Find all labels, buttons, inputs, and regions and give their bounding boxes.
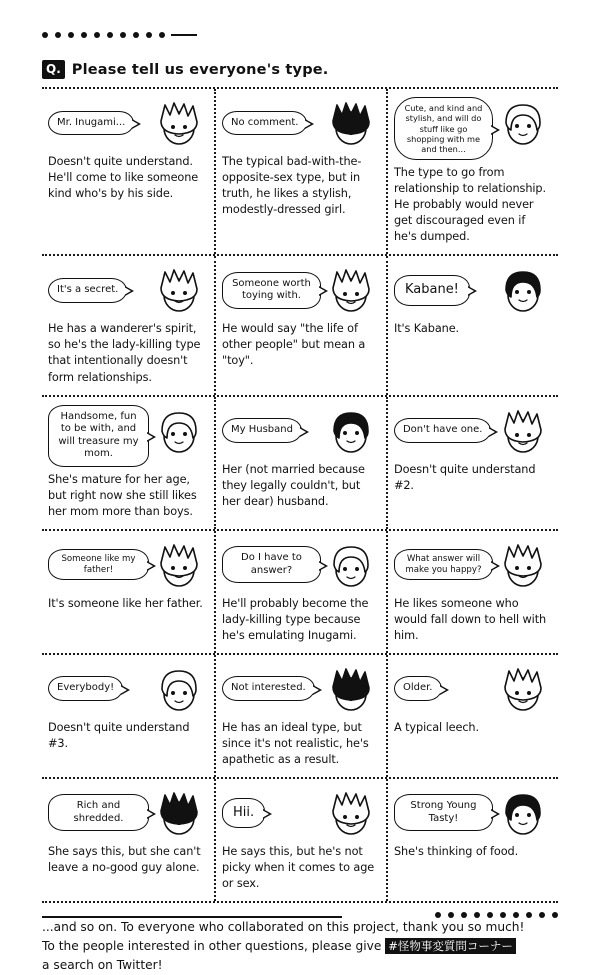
answer-text: He'll probably become the lady-killing type because he's emulating Inugami. [221,596,369,642]
answer-cell [386,531,558,653]
dot [94,32,100,38]
character-portrait [497,787,549,839]
answer-row [42,397,558,531]
answer-cell [214,397,386,529]
dot [526,912,532,918]
speech-bubble: Mr. Inugami... [48,111,134,136]
answer-text: Doesn't quite understand #3. [48,720,190,750]
character-portrait [153,787,205,839]
character-portrait [153,264,205,316]
question-badge: Q. [42,60,65,79]
character-portrait [497,97,549,149]
speech-bubble: Cute, and kind and stylish, and will do stuff like go shopping with me and then... [394,97,493,160]
character-header [222,97,377,149]
dot-group [42,32,165,38]
dot [68,32,74,38]
answer-text: It's Kabane. [393,322,460,336]
footer-line-3: a search on Twitter! [42,957,163,972]
answer-text: The type to go from relationship to relationship. He probably would never get discouraged even if he's dumped. [393,166,546,244]
answer-text: Doesn't quite understand #2. [393,462,536,492]
character-header [222,663,377,715]
speech-bubble: Handsome, fun to be with, and will treasure my mom. [48,405,149,467]
answer-text: Her (not married because they legally couldn't, but her dear) husband. [221,462,365,508]
character-header [222,405,377,457]
speech-bubble: My Husband [222,418,302,443]
character-header [48,97,205,149]
speech-bubble: Someone like my father! [48,549,149,580]
answers-grid [42,87,558,903]
answer-text: She's thinking of food. [393,844,519,858]
answer-row [42,256,558,396]
character-portrait [325,787,377,839]
footer [42,903,558,975]
answer-cell [214,655,386,777]
speech-bubble: No comment. [222,111,307,136]
speech-bubble: Not interested. [222,676,315,701]
dot [146,32,152,38]
question-header [42,60,558,79]
answer-cell [42,655,214,777]
character-header [394,787,549,839]
character-portrait [153,539,205,591]
answer-text: The typical bad-with-the-opposite-sex type, but in truth, he likes a stylish, modestly-dressed girl. [221,155,362,217]
speech-bubble: Do I have to answer? [222,546,321,583]
character-portrait [325,97,377,149]
answer-text: He says this, but he's not picky when it comes to age or sex. [221,844,375,890]
character-portrait [497,539,549,591]
speech-bubble: Rich and shredded. [48,794,149,831]
character-header [222,787,377,839]
character-header [222,264,377,316]
answer-cell [42,89,214,254]
answer-cell [386,256,558,394]
character-portrait [325,539,377,591]
answer-text: He has a wanderer's spirit, so he's the lady-killing type that intentionally doesn't form relationships. [48,322,201,384]
answer-cell [42,397,214,529]
answer-cell [214,89,386,254]
answer-cell [42,531,214,653]
speech-bubble: Kabane! [394,275,470,305]
speech-bubble: Don't have one. [394,418,492,443]
hashtag-badge: #怪物事変質問コーナー [385,938,516,954]
character-portrait [497,264,549,316]
answer-cell [386,655,558,777]
character-header [394,97,549,160]
answer-row [42,779,558,903]
page-title: Please tell us everyone's type. [71,61,329,78]
answer-cell [42,779,214,901]
dot [539,912,545,918]
character-portrait [325,405,377,457]
answer-cell [386,397,558,529]
answer-text: She's mature for her age, but right now she still likes her mom more than boys. [48,472,197,518]
dot [107,32,113,38]
answer-cell [214,256,386,394]
character-header [48,405,205,467]
answer-text: She says this, but she can't leave a no-good guy alone. [48,844,201,874]
answer-row [42,655,558,779]
speech-bubble: Someone worth toying with. [222,272,321,309]
answer-text: He likes someone who would fall down to hell with him. [393,596,547,642]
character-header [48,539,205,591]
character-portrait [153,663,205,715]
character-portrait [497,663,549,715]
speech-bubble: Older. [394,676,442,701]
dot [55,32,61,38]
dot [133,32,139,38]
dot [81,32,87,38]
footer-line-2 [42,937,558,956]
answer-text: He has an ideal type, but since it's not realistic, he's apathetic as a result. [221,720,369,766]
character-header [394,539,549,591]
character-portrait [325,264,377,316]
character-portrait [497,405,549,457]
top-dotted-rule [42,0,558,48]
dot [159,32,165,38]
speech-bubble: Hii. [222,798,265,828]
answer-text: Doesn't quite understand. He'll come to like someone kind who's by his side. [48,155,199,201]
answer-text: A typical leech. [393,720,479,734]
answer-cell [42,256,214,394]
answer-text: He would say "the life of other people" but mean a "toy". [221,322,366,368]
footer-line-1: ...and so on. To everyone who collaborated on this project, thank you so much! [42,919,525,934]
character-header [394,264,549,316]
speech-bubble: Everybody! [48,676,123,701]
answer-cell [386,89,558,254]
character-header [48,787,205,839]
answer-cell [214,779,386,901]
character-header [48,663,205,715]
character-header [394,663,549,715]
dot [552,912,558,918]
dot [42,32,48,38]
character-portrait [153,405,205,457]
answer-row [42,89,558,256]
character-header [48,264,205,316]
character-portrait [153,97,205,149]
speech-bubble: What answer will make you happy? [394,549,493,580]
answer-cell [386,779,558,901]
answer-text: It's someone like her father. [48,596,203,610]
dot [120,32,126,38]
speech-bubble: Strong Young Tasty! [394,794,493,831]
answer-row [42,531,558,655]
character-header [222,539,377,591]
rule-segment [171,34,197,36]
answer-cell [214,531,386,653]
speech-bubble: It's a secret. [48,278,127,303]
character-portrait [325,663,377,715]
footer-line-2-text: To the people interested in other questions, please give [42,938,382,953]
character-header [394,405,549,457]
